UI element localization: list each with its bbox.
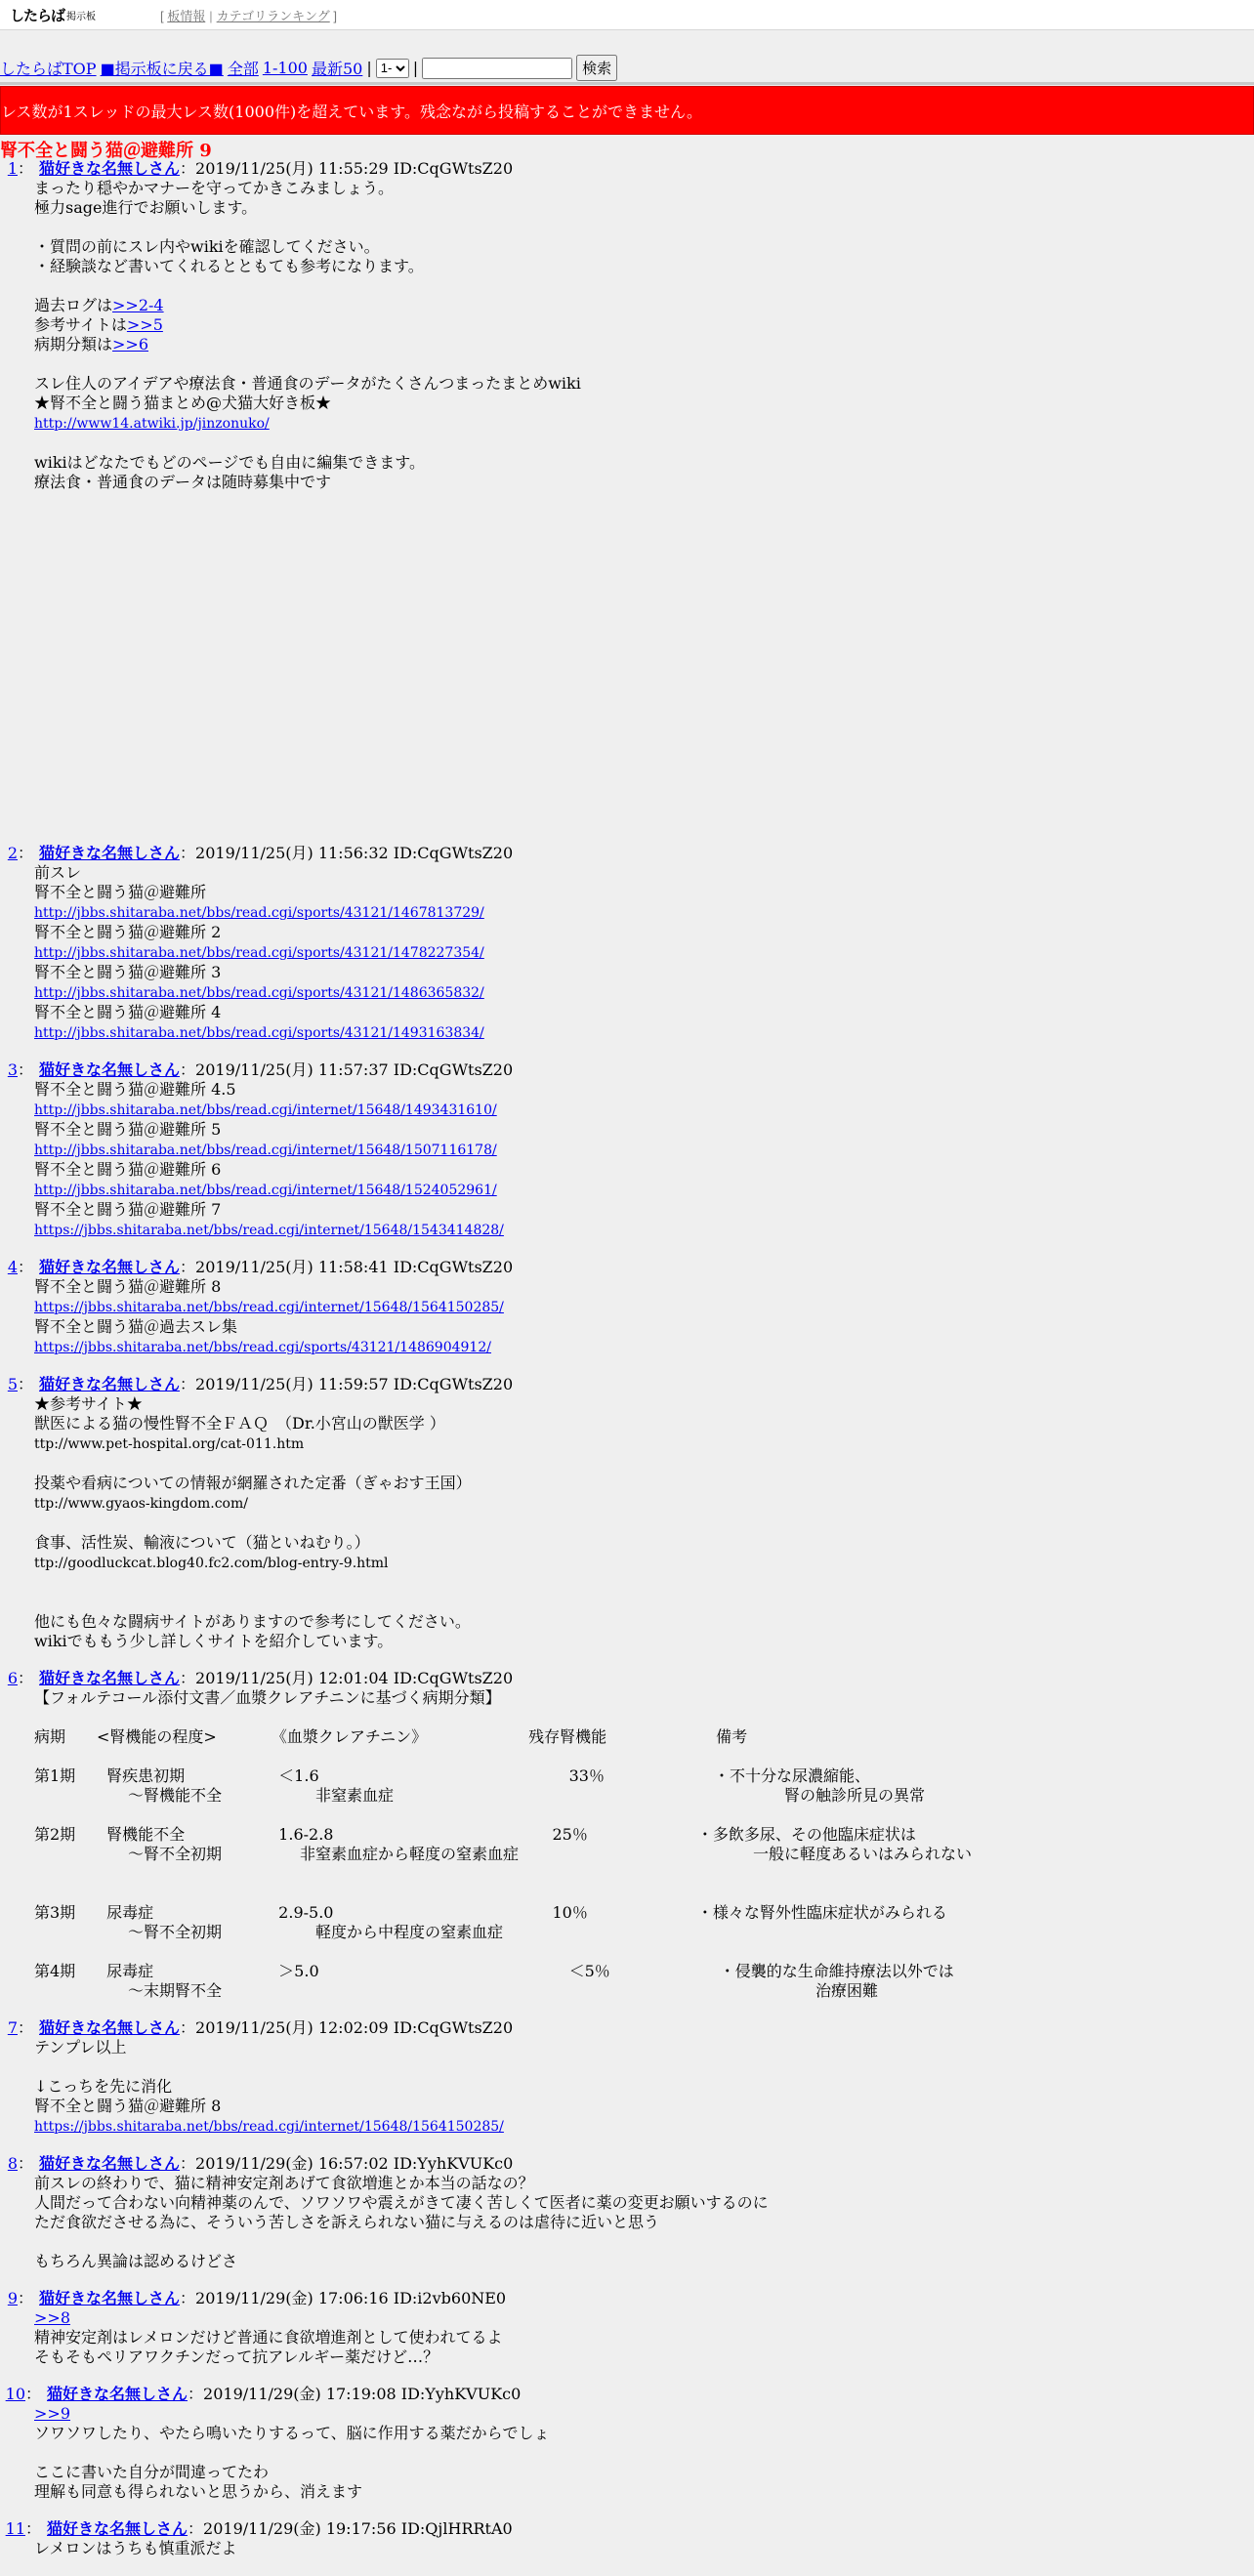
- post-text: 【フォルテコール添付文書／血漿クレアチニンに基づく病期分類】: [34, 1688, 501, 1707]
- url-link[interactable]: http://jbbs.shitaraba.net/bbs/read.cgi/internet/15648/1524052961/: [34, 1183, 497, 1198]
- post-line: [34, 1493, 1254, 1514]
- url-link[interactable]: http://jbbs.shitaraba.net/bbs/read.cgi/internet/15648/1507116178/: [34, 1143, 497, 1158]
- post-text: ～腎機能不全 非窒素血症 腎の触診所見の異常: [34, 1786, 926, 1805]
- post-body: [34, 2038, 1254, 2137]
- post-text: wikiでももう少し詳しくサイトを紹介しています。: [34, 1632, 394, 1650]
- post-line: [34, 1277, 1254, 1297]
- post-line: [34, 1962, 1254, 1981]
- post-line: [34, 1297, 1254, 1317]
- poster-name-link[interactable]: 猫好きな名無しさん: [39, 2154, 181, 2173]
- post-line: [34, 2328, 1254, 2347]
- post-text: ここに書いた自分が間違ってたわ: [34, 2463, 270, 2481]
- reply-anchor-link[interactable]: >>6: [112, 335, 149, 353]
- post-line: [34, 1766, 1254, 1786]
- poster-name-link[interactable]: 猫好きな名無しさん: [39, 2018, 181, 2037]
- post-text: 腎不全と闘う猫＠避難所 6: [34, 1160, 222, 1179]
- url-link[interactable]: https://jbbs.shitaraba.net/bbs/read.cgi/sports/43121/1486904912/: [34, 1340, 491, 1355]
- post-line: [34, 1688, 1254, 1708]
- post-line: [34, 982, 1254, 1003]
- post-line: [34, 2077, 1254, 2097]
- post-line: [34, 1864, 1254, 1884]
- poster-name-link[interactable]: 猫好きな名無しさん: [47, 2385, 188, 2403]
- range-select[interactable]: [376, 59, 409, 78]
- post-text: ・経験談など書いてくれるとともても参考になります。: [34, 257, 424, 275]
- divider: [0, 82, 1254, 85]
- post-list: [0, 159, 1254, 2576]
- post-number-link[interactable]: 1: [7, 159, 18, 178]
- post-line: [34, 2443, 1254, 2463]
- url-link[interactable]: http://jbbs.shitaraba.net/bbs/read.cgi/sports/43121/1467813729/: [34, 905, 484, 921]
- post-text: [34, 1864, 39, 1883]
- post-text: まったり穏やかマナーを守ってかきこみましょう。: [34, 179, 395, 197]
- post-text: 腎不全と闘う猫＠避難所 2: [34, 923, 222, 941]
- post-line: [34, 1981, 1254, 2001]
- post-meta: ：2019/11/25(月) 11:55:29 ID:CqGWtsZ20: [180, 159, 514, 178]
- post-number-link[interactable]: 11: [5, 2519, 25, 2538]
- post-text: [34, 1942, 39, 1961]
- plain-url-text: ttp://goodluckcat.blog40.fc2.com/blog-entry-9.html: [34, 1556, 389, 1571]
- post-line: [34, 198, 1254, 218]
- url-link[interactable]: http://www14.atwiki.jp/jinzonuko/: [34, 416, 270, 432]
- post-line: [34, 335, 1254, 354]
- url-link[interactable]: https://jbbs.shitaraba.net/bbs/read.cgi/internet/15648/1543414828/: [34, 1223, 504, 1238]
- post-meta: ：2019/11/25(月) 12:02:09 ID:CqGWtsZ20: [180, 2018, 514, 2037]
- post-line: [34, 1573, 1254, 1593]
- post-text: 他にも色々な闘病サイトがありますので参考にしてください。: [34, 1612, 471, 1631]
- post-text: 腎不全と闘う猫＠過去スレ集: [34, 1317, 238, 1336]
- post-text: [34, 1514, 39, 1532]
- post-line: [34, 2097, 1254, 2116]
- post-text: ・質問の前にスレ内やwikiを確認してください。: [34, 237, 380, 256]
- post-text: [34, 1454, 39, 1473]
- site-header: [0, 0, 1254, 30]
- post-line: [34, 1514, 1254, 1533]
- post-line: [34, 1747, 1254, 1766]
- post-line: [34, 257, 1254, 276]
- post-text: [34, 1573, 39, 1592]
- post-line: [34, 413, 1254, 434]
- post-text: 腎不全と闘う猫＠避難所 8: [34, 1277, 222, 1296]
- post-line: [34, 2424, 1254, 2443]
- url-link[interactable]: http://jbbs.shitaraba.net/bbs/read.cgi/sports/43121/1478227354/: [34, 945, 484, 961]
- post-line: [34, 453, 1254, 473]
- post-body: [34, 2308, 1254, 2367]
- post: [0, 1060, 1254, 1240]
- post-header: [0, 1060, 1254, 1080]
- poster-name-link[interactable]: 猫好きな名無しさん: [39, 1375, 181, 1393]
- post-header: [0, 2519, 1254, 2539]
- range-1-100-link[interactable]: 1-100: [262, 59, 308, 77]
- post-line: [34, 1474, 1254, 1493]
- post-number-link[interactable]: 6: [7, 1669, 18, 1687]
- post-text: [34, 1747, 39, 1766]
- post-line: [34, 1786, 1254, 1806]
- url-link[interactable]: http://jbbs.shitaraba.net/bbs/read.cgi/sports/43121/1493163834/: [34, 1025, 484, 1041]
- post-text: 腎不全と闘う猫＠避難所 5: [34, 1120, 222, 1139]
- post-line: [34, 1727, 1254, 1747]
- post-line: [34, 179, 1254, 198]
- shitaraba-top-link[interactable]: したらばTOP: [0, 60, 97, 78]
- post-line: [34, 923, 1254, 942]
- post-text: [34, 2057, 39, 2076]
- url-link[interactable]: https://jbbs.shitaraba.net/bbs/read.cgi/internet/15648/1564150285/: [34, 1300, 504, 1315]
- reply-anchor-link[interactable]: >>5: [126, 315, 163, 334]
- post-text: 過去ログは: [34, 296, 113, 314]
- post-line: [34, 1884, 1254, 1903]
- post: [0, 2154, 1254, 2271]
- all-posts-link[interactable]: 全部: [227, 60, 259, 78]
- post-line: [34, 2232, 1254, 2252]
- post-line: [34, 1100, 1254, 1120]
- nav-separator: |: [366, 59, 372, 77]
- post-text: ★参考サイト★: [34, 1394, 143, 1413]
- post-line: [34, 1903, 1254, 1923]
- post-body: [34, 1080, 1254, 1240]
- blank-space: [0, 492, 1254, 844]
- post-body: [34, 1394, 1254, 1651]
- logo-sub: 掲示板: [66, 11, 97, 22]
- back-to-board-link[interactable]: ■掲示板に戻る■: [100, 60, 224, 78]
- post-text: [34, 354, 39, 373]
- post-meta: ：2019/11/25(月) 11:59:57 ID:CqGWtsZ20: [180, 1375, 514, 1393]
- post-header: [0, 2018, 1254, 2038]
- post-line: [34, 1923, 1254, 1942]
- post-line: [34, 1806, 1254, 1825]
- post-line: [34, 1533, 1254, 1553]
- post-line: [34, 1080, 1254, 1100]
- post-text: [34, 1593, 39, 1611]
- post: [0, 844, 1254, 1043]
- post-text: 極力sage進行でお願いします。: [34, 198, 258, 217]
- post-line: [34, 2193, 1254, 2213]
- post-line: [34, 1433, 1254, 1454]
- post-header: [0, 1258, 1254, 1277]
- post-number-separator: ：: [18, 1060, 34, 1079]
- poster-name-link[interactable]: 猫好きな名無しさん: [39, 1669, 181, 1687]
- post-text: ～腎不全初期 軽度から中程度の窒素血症: [34, 1923, 504, 1941]
- post-number-link[interactable]: 9: [7, 2289, 18, 2307]
- post-body: [34, 863, 1254, 1043]
- post-text: 第3期 尿毒症 2.9-5.0 10％ ・様々な腎外性臨床症状がみられる: [34, 1903, 947, 1922]
- post-meta: ：2019/11/25(月) 12:01:04 ID:CqGWtsZ20: [180, 1669, 514, 1687]
- post-line: [34, 1942, 1254, 1962]
- post-text: 腎不全と闘う猫＠避難所 8: [34, 2097, 222, 2115]
- post-line: [34, 1220, 1254, 1240]
- post-text: [34, 434, 39, 452]
- post-line: [34, 2308, 1254, 2328]
- post-number-separator: ：: [18, 1375, 34, 1393]
- post-line: [34, 473, 1254, 492]
- post-body: [34, 1277, 1254, 1357]
- post-body: [34, 2539, 1254, 2558]
- post-text: 理解も同意も得られないと思うから、消えます: [34, 2482, 363, 2501]
- post-text: 腎不全と闘う猫＠避難所: [34, 883, 207, 901]
- post-number-separator: ：: [25, 2519, 42, 2538]
- post-line: [34, 1632, 1254, 1651]
- post-text: 腎不全と闘う猫＠避難所 4: [34, 1003, 222, 1021]
- post-meta: ：2019/11/25(月) 11:56:32 ID:CqGWtsZ20: [180, 844, 514, 862]
- post-line: [34, 1414, 1254, 1433]
- post-line: [34, 1612, 1254, 1632]
- post-header: [0, 2289, 1254, 2308]
- reply-anchor-link[interactable]: >>2-4: [112, 296, 164, 314]
- post-text: [34, 276, 39, 295]
- post-text: そもそもペリアワクチンだって抗アレルギー薬だけど…？: [34, 2347, 439, 2366]
- post-text: もちろん異論は認めるけどさ: [34, 2252, 238, 2270]
- post-line: [34, 1553, 1254, 1573]
- thread-title: 腎不全と闘う猫＠避難所 9: [0, 141, 212, 161]
- category-ranking-link[interactable]: カテゴリランキング: [216, 8, 330, 23]
- post-meta: ：2019/11/25(月) 11:58:41 ID:CqGWtsZ20: [180, 1258, 514, 1276]
- post-line: [34, 2404, 1254, 2424]
- plain-url-text: ttp://www.pet-hospital.org/cat-011.htm: [34, 1436, 305, 1452]
- post-meta: ：2019/11/25(月) 11:57:37 ID:CqGWtsZ20: [180, 1060, 514, 1079]
- post-meta: ：2019/11/29(金) 17:06:16 ID:i2vb60NE0: [180, 2289, 507, 2307]
- post-line: [34, 2057, 1254, 2077]
- post-line: [34, 1317, 1254, 1337]
- post-meta: ：2019/11/29(金) 16:57:02 ID:YyhKVUKc0: [180, 2154, 514, 2173]
- post-text: ↓こっちを先に消化: [34, 2077, 173, 2096]
- post-line: [34, 2038, 1254, 2057]
- post-text: 腎不全と闘う猫＠避難所 7: [34, 1200, 222, 1219]
- post-line: [34, 1022, 1254, 1043]
- post-text: [34, 2443, 39, 2462]
- post-line: [34, 2213, 1254, 2232]
- post-line: [34, 354, 1254, 374]
- post-text: ～末期腎不全 治療困難: [34, 1981, 879, 2000]
- post-number-link[interactable]: 3: [7, 1060, 18, 1079]
- post-line: [34, 963, 1254, 982]
- post-line: [34, 1825, 1254, 1845]
- poster-name-link[interactable]: 猫好きな名無しさん: [39, 159, 181, 178]
- post-header: [0, 2154, 1254, 2174]
- post-body: [34, 1688, 1254, 2001]
- post-number-separator: ：: [18, 1669, 34, 1687]
- post-line: [34, 1593, 1254, 1612]
- post: [0, 2519, 1254, 2558]
- post-number-link[interactable]: 10: [5, 2385, 25, 2403]
- post-header: [0, 1375, 1254, 1394]
- post-line: [34, 296, 1254, 315]
- post-header: [0, 844, 1254, 863]
- post-number-separator: ：: [18, 2154, 34, 2173]
- post-text: ★腎不全と闘う猫まとめ@犬猫大好き板★: [34, 394, 332, 412]
- post: [0, 2289, 1254, 2367]
- post-meta: ：2019/11/29(金) 17:19:08 ID:YyhKVUKc0: [188, 2385, 522, 2403]
- post-number-separator: ：: [25, 2385, 42, 2403]
- post: [0, 2018, 1254, 2137]
- post-text: 人間だって合わない向精神薬のんで、ソワソワや震えがきて凄く苦しくて医者に薬の変更お願いするのに: [34, 2193, 769, 2212]
- search-button[interactable]: 検索: [576, 55, 617, 81]
- reply-anchor-link[interactable]: >>8: [34, 2308, 70, 2327]
- post-header: [0, 2385, 1254, 2404]
- post-text: 前スレ: [34, 863, 82, 882]
- post-line: [34, 394, 1254, 413]
- post-text: 食事、活性炭、輸液について（猫といねむり。）: [34, 1533, 370, 1552]
- post-number-link[interactable]: 7: [7, 2018, 18, 2037]
- post-number-link[interactable]: 2: [7, 844, 18, 862]
- post-text: [34, 2232, 39, 2251]
- max-posts-alert: レス数が1スレッドの最大レス数(1000件)を超えています。残念ながら投稿することができません。: [0, 86, 1254, 135]
- url-link[interactable]: http://jbbs.shitaraba.net/bbs/read.cgi/internet/15648/1493431610/: [34, 1102, 497, 1118]
- post-line: [34, 902, 1254, 923]
- post-header: [0, 1669, 1254, 1688]
- post-text: ソワソワしたり、やたら鳴いたりするって、脳に作用する薬だからでしょ: [34, 2424, 550, 2442]
- header-links: [ 板情報 | カテゴリランキング ]: [160, 8, 337, 23]
- post-line: [34, 883, 1254, 902]
- post-text: 精神安定剤はレメロンだけど普通に食欲増進剤として使われてるよ: [34, 2328, 503, 2347]
- latest-50-link[interactable]: 最新50: [311, 60, 363, 78]
- poster-name-link[interactable]: 猫好きな名無しさん: [39, 844, 181, 862]
- plain-url-text: ttp://www.gyaos-kingdom.com/: [34, 1496, 248, 1512]
- post-text: 第4期 尿毒症 ＞5.0 ＜5％ ・侵襲的な生命維持療法以外では: [34, 1962, 954, 1980]
- post-line: [34, 237, 1254, 257]
- post-line: [34, 1845, 1254, 1864]
- post-text: 参考サイトは: [34, 315, 127, 334]
- shitaraba-logo[interactable]: [10, 7, 111, 22]
- post-line: [34, 2463, 1254, 2482]
- post-line: [34, 1003, 1254, 1022]
- poster-name-link[interactable]: 猫好きな名無しさん: [39, 1060, 181, 1079]
- post-number-separator: ：: [18, 2018, 34, 2037]
- post-body: [34, 179, 1254, 492]
- post-line: [34, 863, 1254, 883]
- post-body: [34, 2174, 1254, 2271]
- post-line: [34, 2252, 1254, 2271]
- post-line: [34, 315, 1254, 335]
- post-number-link[interactable]: 4: [7, 1258, 18, 1276]
- post-text: [34, 1884, 39, 1902]
- post-line: [34, 1394, 1254, 1414]
- post-text: 第2期 腎機能不全 1.6-2.8 25％ ・多飲多尿、その他臨床症状は: [34, 1825, 916, 1844]
- board-info-link[interactable]: 板情報: [167, 8, 206, 23]
- post-line: [34, 1160, 1254, 1180]
- post-line: [34, 2116, 1254, 2137]
- post-text: 病期 <腎機能の程度> 《血漿クレアチニン》 残存腎機能 備考: [34, 1727, 748, 1746]
- post-line: [34, 1180, 1254, 1200]
- post-line: [34, 2482, 1254, 2502]
- post: [0, 1258, 1254, 1357]
- post-number-link[interactable]: 8: [7, 2154, 18, 2173]
- post-line: [34, 276, 1254, 296]
- post-text: 療法食・普通食のデータは随時募集中です: [34, 473, 332, 491]
- post-line: [34, 1200, 1254, 1220]
- post-line: [34, 1337, 1254, 1357]
- post: [0, 159, 1254, 844]
- post-number-separator: ：: [18, 2289, 34, 2307]
- post-text: テンプレ以上: [34, 2038, 127, 2057]
- poster-name-link[interactable]: 猫好きな名無しさん: [39, 1258, 181, 1276]
- post: [0, 2385, 1254, 2502]
- post-number-separator: ：: [18, 1258, 34, 1276]
- url-link[interactable]: http://jbbs.shitaraba.net/bbs/read.cgi/sports/43121/1486365832/: [34, 985, 484, 1001]
- post-line: [34, 374, 1254, 394]
- post-line: [34, 942, 1254, 963]
- post-text: wikiはどなたでもどのページでも自由に編集できます。: [34, 453, 426, 472]
- post-text: 腎不全と闘う猫＠避難所 4.5: [34, 1080, 236, 1099]
- post-line: [34, 1454, 1254, 1474]
- post-text: 投薬や看病についての情報が網羅された定番（ぎゃおす王国）: [34, 1474, 472, 1492]
- post: [0, 1375, 1254, 1651]
- url-link[interactable]: https://jbbs.shitaraba.net/bbs/read.cgi/internet/15648/1564150285/: [34, 2119, 504, 2135]
- post: [0, 1669, 1254, 2001]
- post-line: [34, 2347, 1254, 2367]
- post-number-separator: ：: [18, 159, 34, 178]
- post-text: ただ食欲ださせる為に、そういう苦しさを訴えられない猫に与えるのは虐待に近いと思う: [34, 2213, 660, 2231]
- post-line: [34, 1708, 1254, 1727]
- post-text: 獣医による猫の慢性腎不全ＦＡＱ （Dr.小宮山の獣医学 ）: [34, 1414, 445, 1433]
- post-number-separator: ：: [18, 844, 34, 862]
- post-line: [34, 434, 1254, 453]
- logo-text: したらば: [10, 6, 65, 24]
- post-text: 腎不全と闘う猫＠避難所 3: [34, 963, 222, 981]
- search-input[interactable]: [422, 58, 572, 79]
- post-text: スレ住人のアイデアや療法食・普通食のデータがたくさんつまったまとめwiki: [34, 374, 581, 393]
- post-line: [34, 1140, 1254, 1160]
- post-meta: ：2019/11/29(金) 19:17:56 ID:QjlHRRtA0: [188, 2519, 513, 2538]
- poster-name-link[interactable]: 猫好きな名無しさん: [47, 2519, 188, 2538]
- post-text: 病期分類は: [34, 335, 113, 353]
- post-line: [34, 2174, 1254, 2193]
- post-header: [0, 159, 1254, 179]
- post-text: 前スレの終わりで、猫に精神安定剤あげて食欲増進とか本当の話なの？: [34, 2174, 534, 2192]
- post-line: [34, 218, 1254, 237]
- post-number-link[interactable]: 5: [7, 1375, 18, 1393]
- post-text: [34, 218, 39, 236]
- nav-separator: |: [412, 59, 419, 77]
- post-text: [34, 1708, 39, 1726]
- reply-anchor-link[interactable]: >>9: [34, 2404, 70, 2423]
- poster-name-link[interactable]: 猫好きな名無しさん: [39, 2289, 181, 2307]
- post-text: 第1期 腎疾患初期 ＜1.6 33％ ・不十分な尿濃縮能、: [34, 1766, 870, 1785]
- post-text: [34, 1806, 39, 1824]
- post-line: [34, 2539, 1254, 2558]
- thread-nav: [0, 55, 617, 81]
- post-text: ～腎不全初期 非窒素血症から軽度の窒素血症 一般に軽度あるいはみられない: [34, 1845, 973, 1863]
- post-line: [34, 1120, 1254, 1140]
- post-body: [34, 2404, 1254, 2502]
- post-text: レメロンはうちも慎重派だよ: [34, 2539, 237, 2557]
